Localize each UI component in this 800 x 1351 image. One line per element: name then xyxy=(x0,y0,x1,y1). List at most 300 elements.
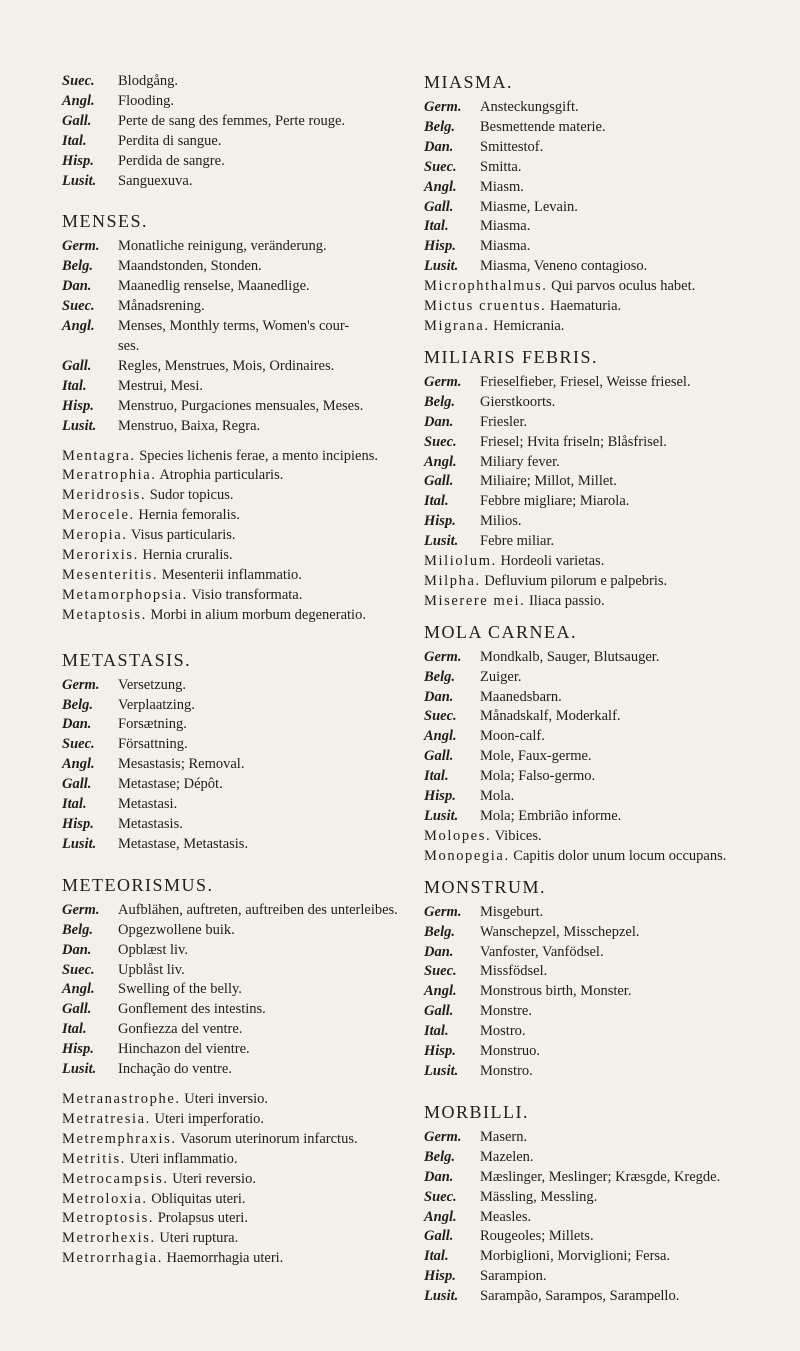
menses-section xyxy=(62,211,414,436)
language-label: Ital. xyxy=(424,1248,449,1265)
translation-row xyxy=(62,172,414,192)
glossary-entry xyxy=(62,1090,414,1110)
language-label: Ital. xyxy=(424,768,449,785)
translation-text: Monatliche reinigung, veränderung. xyxy=(118,238,327,255)
translation-row xyxy=(62,961,414,981)
translation-row xyxy=(62,980,414,1000)
entry-definition: Qui parvos oculus habet. xyxy=(551,278,696,295)
language-label: Suec. xyxy=(62,73,95,89)
glossary-entry xyxy=(62,1130,414,1150)
translation-text: Wanschepzel, Misschepzel. xyxy=(480,923,640,940)
translation-text: Sarampão, Sarampos, Sarampello. xyxy=(480,1288,680,1305)
language-label: Ital. xyxy=(62,377,87,394)
language-label: Hisp. xyxy=(424,1043,456,1060)
glossary-entry xyxy=(424,317,784,337)
entry-definition: Morbi in alium morbum degeneratio. xyxy=(150,606,366,623)
glossary-entry xyxy=(62,1170,414,1190)
entry-term: Miserere mei. xyxy=(424,592,526,609)
translation-text: Miliaire; Millot, Millet. xyxy=(480,473,617,490)
translation-row xyxy=(424,787,784,807)
glossary-entry xyxy=(424,277,784,297)
translation-row xyxy=(62,696,414,716)
translation-text: Morbiglioni, Morviglioni; Fersa. xyxy=(480,1248,671,1265)
language-label: Germ. xyxy=(62,901,100,918)
language-label: Ital. xyxy=(62,132,87,149)
glossary-entry xyxy=(62,606,414,626)
language-label: Angl. xyxy=(424,728,457,745)
entry-definition: Uteri reversio. xyxy=(172,1170,256,1187)
language-label: Angl. xyxy=(62,756,95,773)
translation-row xyxy=(424,532,784,552)
language-label: Suec. xyxy=(424,1188,457,1205)
glossary-entry xyxy=(424,847,784,867)
translation-text: Measles. xyxy=(480,1208,532,1225)
entry-definition: Uteri inflammatio. xyxy=(129,1150,238,1167)
entry-term: Molopes. xyxy=(424,827,492,844)
language-label: Belg. xyxy=(424,668,456,685)
translation-row xyxy=(424,1188,784,1208)
translation-text: Perdida de sangre. xyxy=(118,152,225,169)
entry-term: Monopegia. xyxy=(424,847,510,864)
translation-text: Vanfoster, Vanfödsel. xyxy=(480,943,604,960)
translation-row xyxy=(62,417,414,437)
glossary-entry xyxy=(62,447,414,467)
translation-text: Frieselfieber, Friesel, Weisse friesel. xyxy=(480,373,691,390)
entry-definition: Haemorrhagia uteri. xyxy=(166,1250,284,1267)
language-label: Gall. xyxy=(62,1001,92,1018)
language-label: Belg. xyxy=(62,696,94,713)
left-column xyxy=(62,72,414,1269)
glossary-entry xyxy=(62,526,414,546)
section-heading: MENSES. xyxy=(62,211,149,232)
translation-row xyxy=(424,688,784,708)
language-label: Hisp. xyxy=(62,152,94,169)
entry-term: Metaptosis. xyxy=(62,606,147,623)
language-label: Angl. xyxy=(424,453,457,470)
translation-text: Maanedlig renselse, Maanedlige. xyxy=(118,278,310,295)
translation-row xyxy=(62,676,414,696)
translation-row xyxy=(424,982,784,1002)
translation-row xyxy=(62,92,414,112)
entries-mo xyxy=(424,827,784,867)
language-label: Dan. xyxy=(62,941,92,958)
language-label: Suec. xyxy=(62,736,95,753)
entry-definition: Obliquitas uteri. xyxy=(151,1190,246,1207)
translation-text: Mestrui, Mesi. xyxy=(118,377,203,394)
language-label: Gall. xyxy=(62,776,92,793)
translation-row xyxy=(62,112,414,132)
translation-row xyxy=(424,1022,784,1042)
translation-row xyxy=(424,178,784,198)
translation-text: Febbre migliare; Miarola. xyxy=(480,493,630,510)
glossary-entry xyxy=(62,566,414,586)
translation-row xyxy=(62,1020,414,1040)
translation-row xyxy=(62,337,414,357)
translation-text: Moon-calf. xyxy=(480,728,545,745)
translation-row xyxy=(424,648,784,668)
translation-text: Mazelen. xyxy=(480,1148,534,1165)
language-label: Suec. xyxy=(424,433,457,450)
translation-row xyxy=(424,158,784,178)
right-column xyxy=(424,72,784,1307)
translation-row xyxy=(424,1042,784,1062)
language-label: Germ. xyxy=(62,676,100,693)
entry-definition: Prolapsus uteri. xyxy=(157,1210,248,1227)
translation-row xyxy=(424,1247,784,1267)
entry-term: Metremphraxis. xyxy=(62,1130,177,1147)
section-heading: METASTASIS. xyxy=(62,649,192,670)
language-label xyxy=(62,337,118,357)
translation-text: Miasma. xyxy=(480,238,531,255)
language-label: Germ. xyxy=(424,1128,462,1145)
translation-text: Smitta. xyxy=(480,158,522,175)
language-label: Ital. xyxy=(424,1023,449,1040)
language-label: Suec. xyxy=(62,961,95,978)
translation-row xyxy=(424,807,784,827)
section-heading: MORBILLI. xyxy=(424,1101,529,1122)
entry-definition: Species lichenis ferae, a mento incipiens. xyxy=(139,447,378,464)
entry-term: Miliolum. xyxy=(424,553,497,570)
translation-row xyxy=(424,453,784,473)
entry-definition: Atrophia particularis. xyxy=(159,467,284,484)
translation-text: Upblåst liv. xyxy=(118,961,185,978)
translation-row xyxy=(424,747,784,767)
translation-text: Monstro. xyxy=(480,1062,533,1079)
entry-definition: Uteri ruptura. xyxy=(159,1230,239,1247)
translation-text: Mæslinger, Meslinger; Kræsgde, Kregde. xyxy=(480,1168,721,1185)
language-label: Belg. xyxy=(62,921,94,938)
translation-text: Mola. xyxy=(480,788,515,805)
language-label: Belg. xyxy=(424,393,456,410)
translation-row xyxy=(424,767,784,787)
entry-definition: Sudor topicus. xyxy=(149,487,234,504)
language-label: Gall. xyxy=(424,1003,454,1020)
translation-text: Blodgång. xyxy=(118,73,179,89)
entry-definition: Hordeoli varietas. xyxy=(500,553,605,570)
translation-row xyxy=(62,377,414,397)
translation-text: Miasma. xyxy=(480,218,531,235)
language-label: Germ. xyxy=(424,648,462,665)
entry-definition: Iliaca passio. xyxy=(528,592,605,609)
entry-definition: Haematuria. xyxy=(549,298,622,315)
translation-text: ses. xyxy=(118,337,140,354)
entry-term: Metranastrophe. xyxy=(62,1090,181,1107)
entry-term: Metritis. xyxy=(62,1150,126,1167)
entry-term: Mentagra. xyxy=(62,447,136,464)
language-label: Suec. xyxy=(424,158,457,175)
translation-text: Monstre. xyxy=(480,1003,532,1020)
blodgang-block xyxy=(62,72,414,191)
translation-text: Miasme, Levain. xyxy=(480,198,578,215)
translation-row xyxy=(424,413,784,433)
translation-row xyxy=(62,152,414,172)
translation-row xyxy=(424,1227,784,1247)
translation-row xyxy=(62,921,414,941)
language-label: Hisp. xyxy=(62,397,94,414)
translation-row xyxy=(62,132,414,152)
entry-term: Metamorphopsia. xyxy=(62,586,188,603)
language-label: Dan. xyxy=(62,716,92,733)
translation-row xyxy=(424,472,784,492)
translation-text: Besmettende materie. xyxy=(480,118,606,135)
translation-text: Menses, Monthly terms, Women's cour- xyxy=(118,318,350,335)
translation-text: Gonflement des intestins. xyxy=(118,1001,266,1018)
translation-row xyxy=(424,512,784,532)
translation-row xyxy=(424,1002,784,1022)
language-label: Germ. xyxy=(62,238,100,255)
translation-row xyxy=(62,835,414,855)
translation-row xyxy=(62,755,414,775)
glossary-entry xyxy=(62,1229,414,1249)
translation-row xyxy=(62,795,414,815)
translation-text: Hinchazon del vientre. xyxy=(118,1041,250,1058)
translation-text: Forsætning. xyxy=(118,716,187,733)
language-label: Belg. xyxy=(424,1148,456,1165)
language-label: Hisp. xyxy=(424,513,456,530)
translation-row xyxy=(62,1000,414,1020)
translation-text: Perte de sang des femmes, Perte rouge. xyxy=(118,112,346,129)
translation-text: Febre miliar. xyxy=(480,533,555,550)
translation-text: Monstrous birth, Monster. xyxy=(480,983,632,1000)
translation-text: Metastasi. xyxy=(118,796,178,813)
glossary-entry xyxy=(62,506,414,526)
language-label: Suec. xyxy=(424,963,457,980)
translation-row xyxy=(424,668,784,688)
translation-row xyxy=(424,373,784,393)
entries-met xyxy=(62,1090,414,1269)
translation-text: Misgeburt. xyxy=(480,903,544,920)
translation-row xyxy=(424,217,784,237)
language-label: Lusit. xyxy=(424,808,459,824)
entry-term: Metroptosis. xyxy=(62,1210,155,1227)
language-label: Hisp. xyxy=(424,1268,456,1285)
translation-text: Miasm. xyxy=(480,178,524,195)
translation-row xyxy=(424,1148,784,1168)
language-label: Angl. xyxy=(62,318,95,335)
entry-definition: Visus particularis. xyxy=(130,527,236,544)
translation-text: Gonfiezza del ventre. xyxy=(118,1021,243,1038)
translation-row xyxy=(424,433,784,453)
translation-text: Rougeoles; Millets. xyxy=(480,1228,594,1245)
translation-text: Flooding. xyxy=(118,92,174,109)
translation-text: Sarampion. xyxy=(480,1268,547,1285)
language-label: Ital. xyxy=(62,1021,87,1038)
entry-definition: Hemicrania. xyxy=(493,317,565,334)
language-label: Dan. xyxy=(424,413,454,430)
translation-row xyxy=(424,1128,784,1148)
entry-definition: Defluvium pilorum e palpebris. xyxy=(484,572,668,589)
translation-row xyxy=(424,198,784,218)
translation-text: Missfödsel. xyxy=(480,963,548,980)
translation-row xyxy=(62,237,414,257)
translation-row xyxy=(424,98,784,118)
entry-term: Merocele. xyxy=(62,507,135,524)
translation-text: Metastase; Dépôt. xyxy=(118,776,223,793)
language-label: Gall. xyxy=(424,473,454,490)
language-label: Hisp. xyxy=(62,1041,94,1058)
translation-row xyxy=(62,901,414,921)
language-label: Lusit. xyxy=(62,1061,97,1078)
translation-row xyxy=(62,775,414,795)
entries-me xyxy=(62,447,414,626)
language-label: Angl. xyxy=(424,178,457,195)
translation-text: Metastase, Metastasis. xyxy=(118,835,249,852)
translation-row xyxy=(62,297,414,317)
translation-text: Verplaatzing. xyxy=(118,696,195,713)
meteorismus-section xyxy=(62,875,414,1080)
language-label: Lusit. xyxy=(424,1288,459,1305)
translation-text: Maandstonden, Stonden. xyxy=(118,258,262,275)
glossary-entry xyxy=(62,466,414,486)
entry-definition: Hernia cruralis. xyxy=(142,547,233,564)
translation-row xyxy=(424,492,784,512)
language-label: Gall. xyxy=(424,198,454,215)
language-label: Dan. xyxy=(424,688,454,705)
language-label: Angl. xyxy=(62,981,95,998)
entry-definition: Capitis dolor unum locum occupans. xyxy=(513,847,727,864)
translation-text: Metastasis. xyxy=(118,816,183,832)
language-label: Hisp. xyxy=(62,816,94,832)
language-label: Ital. xyxy=(62,796,87,813)
language-label: Hisp. xyxy=(424,238,456,255)
language-label: Lusit. xyxy=(62,172,97,189)
entry-term: Meratrophia. xyxy=(62,467,157,484)
translation-row xyxy=(62,317,414,337)
translation-row xyxy=(62,357,414,377)
translation-row xyxy=(424,237,784,257)
translation-text: Miasma, Veneno contagioso. xyxy=(480,258,648,275)
language-label: Angl. xyxy=(424,1208,457,1225)
language-label: Lusit. xyxy=(424,1062,459,1079)
glossary-entry xyxy=(424,297,784,317)
glossary-entry xyxy=(424,552,784,572)
entry-definition: Mesenterii inflammatio. xyxy=(161,566,302,583)
translation-row xyxy=(424,1267,784,1287)
translation-row xyxy=(62,1040,414,1060)
language-label: Lusit. xyxy=(424,258,459,275)
translation-text: Versetzung. xyxy=(118,676,187,693)
language-label: Suec. xyxy=(62,298,95,315)
language-label: Suec. xyxy=(424,708,457,725)
glossary-entry xyxy=(62,486,414,506)
translation-row xyxy=(424,727,784,747)
translation-row xyxy=(62,1060,414,1080)
language-label: Lusit. xyxy=(424,533,459,550)
language-label: Gall. xyxy=(62,112,92,129)
entry-term: Meridrosis. xyxy=(62,487,147,504)
entry-term: Microphthalmus. xyxy=(424,278,548,295)
translation-text: Menstruo, Purgaciones mensuales, Meses. xyxy=(118,397,364,414)
language-label: Ital. xyxy=(424,218,449,235)
language-label: Lusit. xyxy=(62,417,97,434)
language-label: Dan. xyxy=(424,943,454,960)
language-label: Belg. xyxy=(62,258,94,275)
glossary-entry xyxy=(62,586,414,606)
section-heading: MIASMA. xyxy=(424,72,514,92)
translation-row xyxy=(424,903,784,923)
translation-row xyxy=(424,1168,784,1188)
translation-text: Maanedsbarn. xyxy=(480,688,562,705)
entry-definition: Hernia femoralis. xyxy=(138,507,240,524)
glossary-entry xyxy=(62,1249,414,1269)
translation-text: Menstruo, Baixa, Regra. xyxy=(118,417,261,434)
entry-definition: Uteri imperforatio. xyxy=(154,1110,264,1127)
translation-text: Milios. xyxy=(480,513,522,530)
language-label: Gall. xyxy=(424,1228,454,1245)
translation-text: Miliary fever. xyxy=(480,453,560,470)
translation-text: Opblæst liv. xyxy=(118,941,188,958)
translation-text: Regles, Menstrues, Mois, Ordinaires. xyxy=(118,357,335,374)
translation-text: Mole, Faux-germe. xyxy=(480,748,592,765)
language-label: Lusit. xyxy=(62,835,97,852)
glossary-entry xyxy=(424,592,784,612)
entry-definition: Uteri inversio. xyxy=(184,1090,269,1107)
translation-text: Gierstkoorts. xyxy=(480,393,556,410)
glossary-entry xyxy=(62,1150,414,1170)
language-label: Angl. xyxy=(62,92,95,109)
entry-definition: Vibices. xyxy=(494,827,542,844)
entry-term: Mictus cruentus. xyxy=(424,298,547,315)
section-heading: MONSTRUM. xyxy=(424,876,547,897)
language-label: Angl. xyxy=(424,983,457,1000)
entry-term: Mesenteritis. xyxy=(62,566,159,583)
entry-term: Metratresia. xyxy=(62,1110,151,1127)
translation-text: Månadsrening. xyxy=(118,298,205,315)
translation-text: Aufblähen, auftreten, auftreiben des unterleibes. xyxy=(118,901,398,918)
translation-text: Månadskalf, Moderkalf. xyxy=(480,708,621,725)
miasma-section xyxy=(424,72,784,277)
language-label: Dan. xyxy=(62,278,92,295)
translation-text: Mondkalb, Sauger, Blutsauger. xyxy=(480,648,660,665)
language-label: Germ. xyxy=(424,99,462,115)
translation-row xyxy=(424,923,784,943)
translation-text: Monstruo. xyxy=(480,1043,541,1060)
section-heading: METEORISMUS. xyxy=(62,874,214,895)
translation-text: Masern. xyxy=(480,1128,528,1145)
language-label: Belg. xyxy=(424,118,456,135)
translation-row xyxy=(62,72,414,92)
glossary-entry xyxy=(424,827,784,847)
translation-text: Mola; Falso-germo. xyxy=(480,768,596,785)
translation-text: Friesler. xyxy=(480,413,528,430)
entry-definition: Visio transformata. xyxy=(191,586,303,603)
translation-text: Försattning. xyxy=(118,736,188,753)
glossary-entry xyxy=(424,572,784,592)
translation-row xyxy=(424,1062,784,1082)
translation-text: Swelling of the belly. xyxy=(118,981,242,998)
language-label: Gall. xyxy=(424,748,454,765)
translation-row xyxy=(62,941,414,961)
glossary-entry xyxy=(62,1209,414,1229)
entries-mi xyxy=(424,277,784,337)
translation-row xyxy=(62,257,414,277)
entry-term: Meropia. xyxy=(62,527,128,544)
mola-section xyxy=(424,622,784,827)
entry-term: Milpha. xyxy=(424,572,481,589)
morbilli-section xyxy=(424,1102,784,1307)
miliaris-section xyxy=(424,347,784,552)
translation-row xyxy=(424,1287,784,1307)
section-heading: MILIARIS FEBRIS. xyxy=(424,346,599,367)
translation-text: Friesel; Hvita friseln; Blåsfrisel. xyxy=(480,433,667,450)
translation-row xyxy=(424,962,784,982)
section-heading: MOLA CARNEA. xyxy=(424,621,578,642)
language-label: Hisp. xyxy=(424,788,456,805)
translation-row xyxy=(62,715,414,735)
translation-text: Sanguexuva. xyxy=(118,172,193,189)
translation-text: Ansteckungsgift. xyxy=(480,99,579,115)
translation-text: Perdita di sangue. xyxy=(118,132,222,149)
